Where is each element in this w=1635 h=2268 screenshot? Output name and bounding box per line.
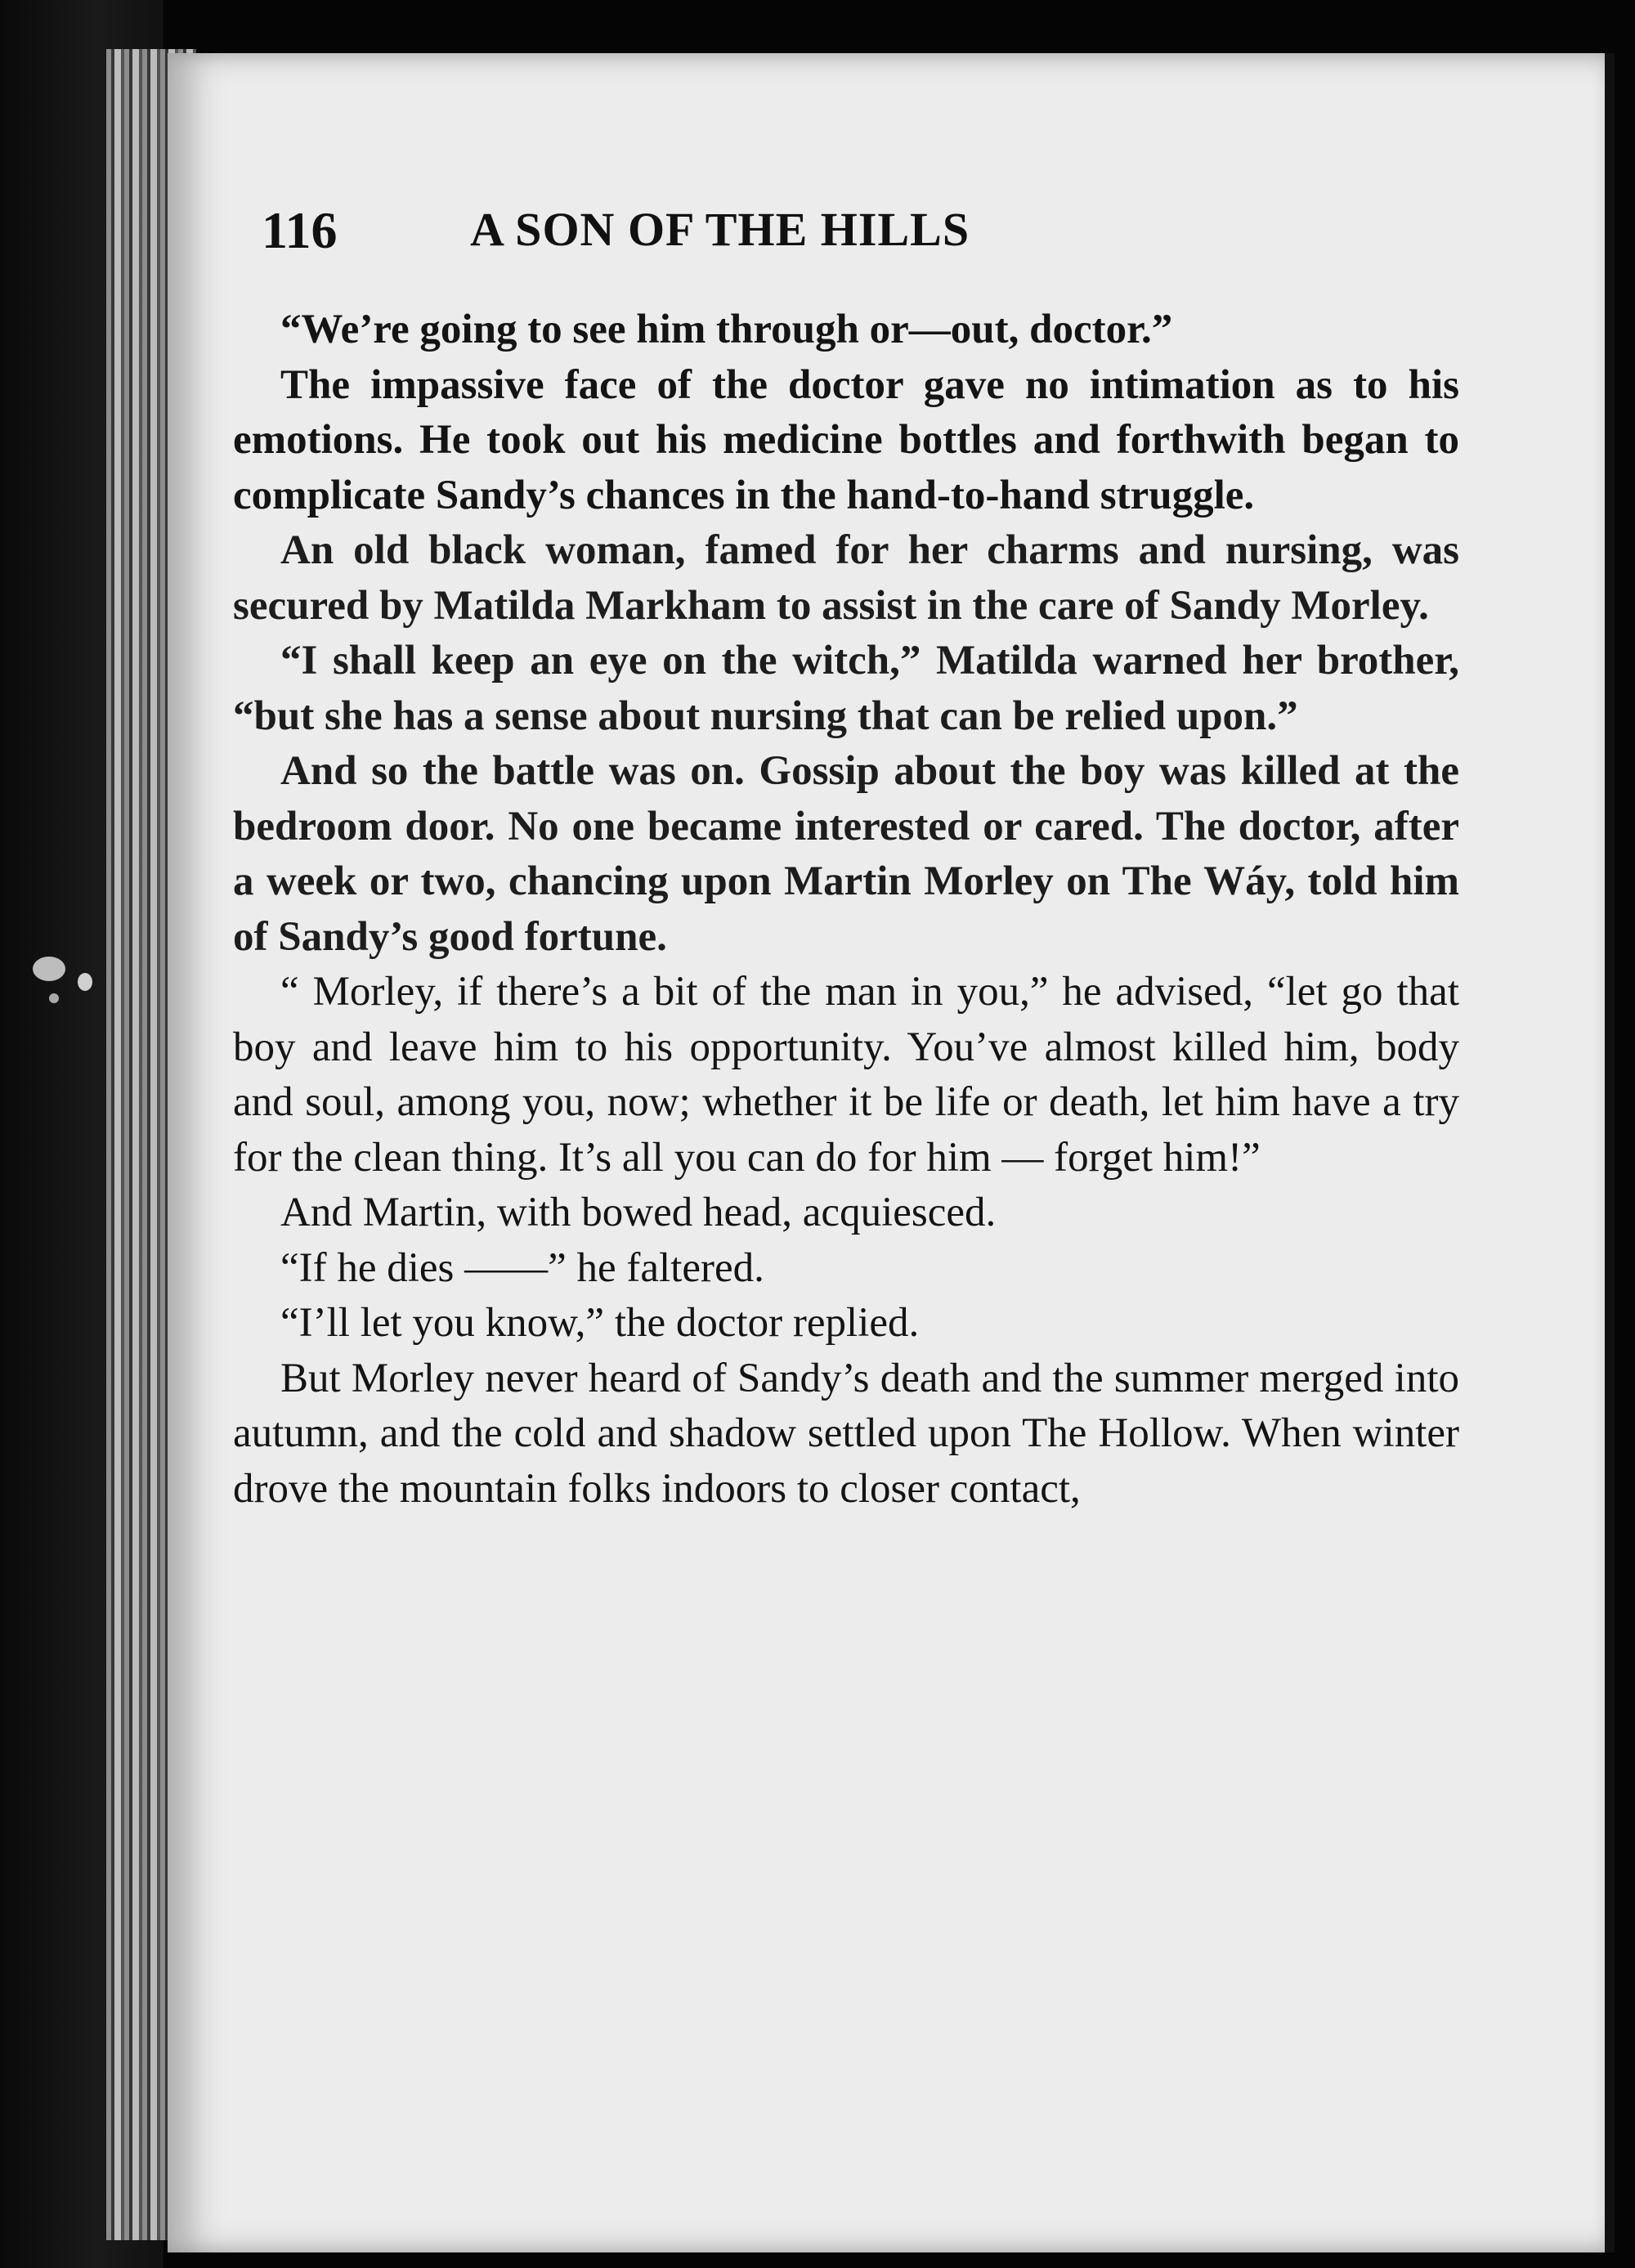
- paragraph: “We’re going to see him through or—out, doctor.”: [280, 307, 1173, 352]
- page-right-shadow: [1605, 53, 1615, 2252]
- paragraph: And Martin, with bowed head, acquiesced.: [280, 1190, 997, 1235]
- page-body: [233, 303, 1459, 1517]
- paragraph: “ Morley, if there’s a bit of the man in you,” he advised, “let go that boy and leave him to his opportunity. You’ve almost killed him, body and soul, among you, now; whether it be life or death, let him have a try for the clean thing. It’s all you can do for him — forget him!”: [233, 969, 1459, 1181]
- paragraph: And so the battle was on. Gossip about the boy was killed at the bedroom door. No one became interested or cared. The doctor, after a week or two, chancing upon Martin Morley on The Wáy, told him of Sandy’s good fortune.: [233, 748, 1459, 960]
- page-header: [262, 184, 1341, 266]
- running-title: A SON OF THE HILLS: [470, 203, 970, 256]
- page-number: 116: [262, 201, 338, 259]
- paragraph: “I’ll let you know,” the doctor replied.: [280, 1300, 920, 1346]
- paragraph: An old black woman, famed for her charms and nursing, was secured by Matilda Markham to assist in the care of Sandy Morley.: [233, 527, 1459, 629]
- paragraph: “I shall keep an eye on the witch,” Matilda warned her brother, “but she has a sense about nursing that can be relied upon.”: [233, 638, 1459, 739]
- paragraph: The impassive face of the doctor gave no intimation as to his emotions. He took out his medicine bottles and forthwith began to complicate Sandy’s chances in the hand-to-hand struggle.: [233, 361, 1459, 518]
- paragraph: But Morley never heard of Sandy’s death and the summer merged into autumn, and the cold and shadow settled upon The Hollow. When winter drove the mountain folks indoors to closer contact,: [233, 1355, 1459, 1512]
- paragraph: “If he dies ——” he faltered.: [280, 1244, 764, 1291]
